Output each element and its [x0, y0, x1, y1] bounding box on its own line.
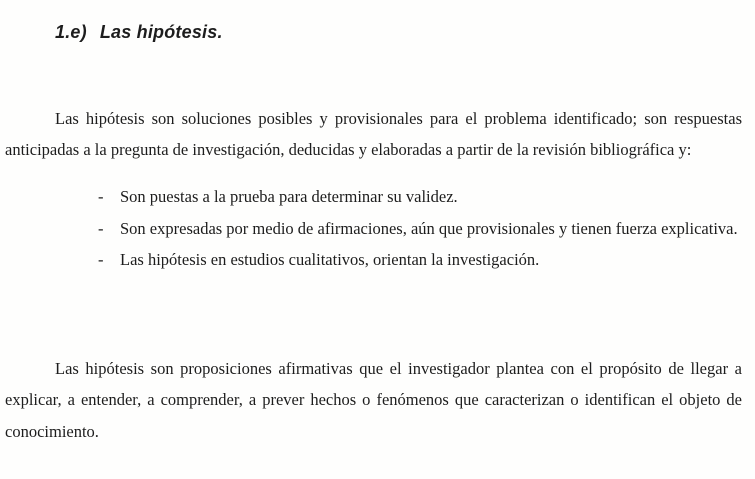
section-heading-title: Las hipótesis.: [99, 22, 223, 42]
list-item-text: Son puestas a la prueba para determinar su validez.: [120, 187, 458, 206]
bullet-dash-icon: -: [98, 187, 104, 206]
list-item: [5, 244, 742, 276]
list-item-text: Las hipótesis en estudios cualitativos, orientan la investigación.: [120, 250, 540, 269]
section-heading: [55, 22, 223, 43]
bullet-dash-icon: -: [98, 250, 104, 269]
list-item-text: Son expresadas por medio de afirmaciones, aún que provisionales y tienen fuerza explicativa.: [120, 218, 738, 238]
bullet-list: [5, 181, 742, 276]
paragraph-conclusion: Las hipótesis son proposiciones afirmativas que el investigador plantea con el propósito de llegar a explicar, a entender, a comprender, a prever hechos o fenómenos que caracterizan o identifican el objeto de conocimiento.: [5, 358, 742, 441]
section-heading-number: 1.e): [55, 22, 87, 42]
paragraph-intro: Las hipótesis son soluciones posibles y provisionales para el problema identificado; son respuestas anticipadas a la pregunta de investigación, deducidas y elaboradas a partir de la revisión bibliográfica y:: [5, 108, 742, 159]
list-item: [5, 213, 742, 245]
list-item: [5, 181, 742, 213]
bullet-dash-icon: -: [98, 218, 104, 238]
